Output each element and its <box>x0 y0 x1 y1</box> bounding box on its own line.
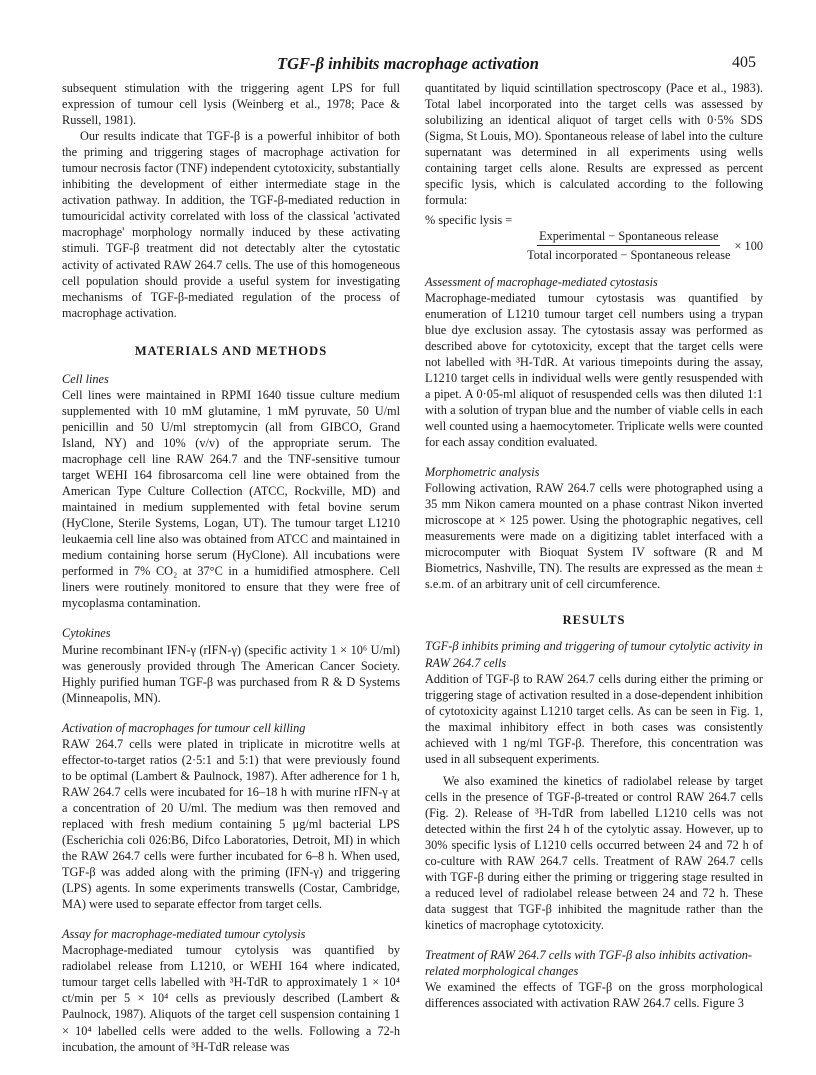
paragraph: Addition of TGF-β to RAW 264.7 cells during either the priming or triggering stage of activation resulted in a dose-dependent inhibition of cytotoxicity against L1210 target cells. As can be seen in Fig. 1, the maximal inhibitory effect in both cases was consistently achieved with 1 ng/ml TGF-β. Therefore, this concentration was used in all subsequent experiments. <box>425 671 763 766</box>
subheading-cytokines: Cytokines <box>62 626 111 641</box>
paragraph: Our results indicate that TGF-β is a powerful inhibitor of both the priming and triggering stages of macrophage activation for tumour necrosis factor (TNF) independent cytotoxicity, substantially inhibiting the development of either intermediate stage in the activation pathway. In addition, the TGF-β-mediated reduction in tumouricidal activity correlated with loss of the classical 'activated macrophage' morphology normally induced by these activating stimuli. TGF-β treatment did not detectably alter the cytostatic activity of activated RAW 264.7 cells. The use of this homogeneous cell population should provide a useful system for investigating mechanisms of TGF-β-mediated regulation of the process of macrophage activation. <box>62 129 400 320</box>
subheading-results-priming: TGF-β inhibits priming and triggering of tumour cytolytic activity in RAW 264.7 cells <box>425 639 763 670</box>
section-heading-results: RESULTS <box>562 613 626 628</box>
left-column <box>62 80 400 1055</box>
subheading-cytostasis: Assessment of macrophage-mediated cytostasis <box>425 274 658 289</box>
section-heading-methods: MATERIALS AND METHODS <box>134 343 328 358</box>
running-header-title: TGF-β inhibits macrophage activation <box>277 54 539 73</box>
paragraph: Murine recombinant IFN-γ (rIFN-γ) (specific activity 1 × 10⁶ U/ml) was generously provided through The American Cancer Society. Highly purified human TGF-β was purchased from R & D Systems (Minneapolis, MN). <box>62 642 400 705</box>
paragraph: quantitated by liquid scintillation spectroscopy (Pace et al., 1983). Total label incorporated into the target cells was assessed by solubilizing an identical aliquot of target cells with 0·5% SDS (Sigma, St Louis, MO). Spontaneous release of label into the culture supernatant was determined in all experiments using wells containing target cells alone. Results are expressed as percent specific lysis, which is calculated according to the following formula: <box>425 81 763 208</box>
subheading-morphometric: Morphometric analysis <box>425 465 540 480</box>
paragraph: Macrophage-mediated tumour cytolysis was quantified by radiolabel release from L1210, or WEHI 164 where indicated, tumour target cells labelled with ³H-TdR to approximately 1 × 10⁴ ct/min per 5 × 10⁴ cells as previously described (Lambert & Paulnock, 1987). Aliquots of the target cell suspension containing 1 × 10⁴ labelled cells were added to the wells. Following a 72-h incubation, the amount of ³H-TdR release was <box>62 943 400 1054</box>
paragraph: Cell lines were maintained in RPMI 1640 tissue culture medium supplemented with 10 mM glutamine, 1 mM pyruvate, 50 U/ml penicillin and 50 U/ml streptomycin (all from GIBCO, Grand Island, NY) and 10% (v/v) of the appropriate serum. The macrophage cell line RAW 264.7 and the TNF-sensitive tumour target WEHI 164 fibrosarcoma cell line were obtained from the American Type Culture Collection (ATCC, Rockville, MD) and maintained in medium supplemented with fetal bovine serum (HyClone, Sterile Systems, Logan, UT). The tumour target L1210 leukaemia cell line also was obtained from ATCC and maintained in medium containing horse serum (HyClone). All incubations were performed in 7% CO₂ at 37°C in a humidified atmosphere. Cell liners were routinely monitored to ensure that they were free of mycoplasma contamination. <box>62 387 400 611</box>
paragraph: We examined the effects of TGF-β on the gross morphological differences associated with activation RAW 264.7 cells. Figure 3 <box>425 980 763 1011</box>
formula-denominator: Total incorporated − Spontaneous release <box>527 248 731 263</box>
paragraph: Macrophage-mediated tumour cytostasis was quantified by enumeration of L1210 tumour target cell numbers using a trypan blue dye exclusion assay. The cytostasis assay was performed as described above for cytotoxicity, except that the target cells were not labelled with ³H-TdR. At various timepoints during the assay, L1210 target cells in individual wells were gently resuspended with a pipet. A 0·05-ml aliquot of resuspended cells was then diluted 1:1 with a solution of trypan blue and the number of viable cells in each well counted using a haemocytometer. Triplicate wells were counted for each assay condition evaluated. <box>425 290 763 449</box>
specific-lysis-formula <box>425 212 763 263</box>
paragraph: Following activation, RAW 264.7 cells were photographed using a 35 mm Nikon camera mounted on a phase contrast Nikon inverted microscope at × 125 power. Using the photographic negatives, cell measurements were made on a digitizing tablet interfaced with a microcomputer with Bioquat System IV software (R and M Biometrics, Nashville, TN). The results are expressed as the mean ± s.e.m. of an arbitrary unit of cell circumference. <box>425 481 763 592</box>
formula-numerator: Experimental − Spontaneous release <box>537 228 720 246</box>
paragraph: subsequent stimulation with the triggering agent LPS for full expression of tumour cell lysis (Weinberg et al., 1978; Pace & Russell, 1981). <box>62 81 400 128</box>
right-column <box>425 80 763 1011</box>
subheading-results-morphology: Treatment of RAW 264.7 cells with TGF-β also inhibits activation-related morphological changes <box>425 948 752 979</box>
formula-fraction <box>527 228 730 263</box>
formula-label: % specific lysis = <box>425 213 513 228</box>
formula-multiplier: × 100 <box>734 238 763 253</box>
subheading-cytolysis-assay: Assay for macrophage-mediated tumour cytolysis <box>62 927 306 942</box>
page-number: 405 <box>732 54 756 71</box>
paragraph: RAW 264.7 cells were plated in triplicate in microtitre wells at effector-to-target ratios (2·5:1 and 5:1) that were previously found to be optimal (Lambert & Paulnock, 1987). After adherence for 1 h, RAW 264.7 cells were incubated for 16–18 h with murine rIFN-γ at a concentration of 20 U/ml. The medium was then removed and replaced with fresh medium containing 5 μg/ml bacterial LPS (Escherichia coli 026:B6, Difco Laboratories, Detroit, MI) in which the RAW 264.7 cells were further incubated for 6–8 h. When used, TGF-β was added along with the priming (IFN-γ) and triggering (LPS) agents. In some experiments transwells (Costar, Cambridge, MA) were used to separate effector from target cells. <box>62 736 400 912</box>
subheading-activation: Activation of macrophages for tumour cell killing <box>62 720 306 735</box>
paragraph: We also examined the kinetics of radiolabel release by target cells in the presence of TGF-β-treated or control RAW 264.7 cells (Fig. 2). Release of ³H-TdR from labelled L1210 cells was not detected within the first 24 h of the cytolytic assay. However, up to 30% specific lysis of L1210 cells occurred between 24 and 72 h of co-culture with RAW 264.7 cells. Treatment of RAW 264.7 cells with TGF-β during either the priming or triggering stage resulted in a reduced level of radiolabel release between 24 and 72 h. These data suggest that TGF-β inhibited the magnitude rather than the kinetics of macrophage cytotoxicity. <box>425 773 763 933</box>
subheading-cell-lines: Cell lines <box>62 371 109 386</box>
